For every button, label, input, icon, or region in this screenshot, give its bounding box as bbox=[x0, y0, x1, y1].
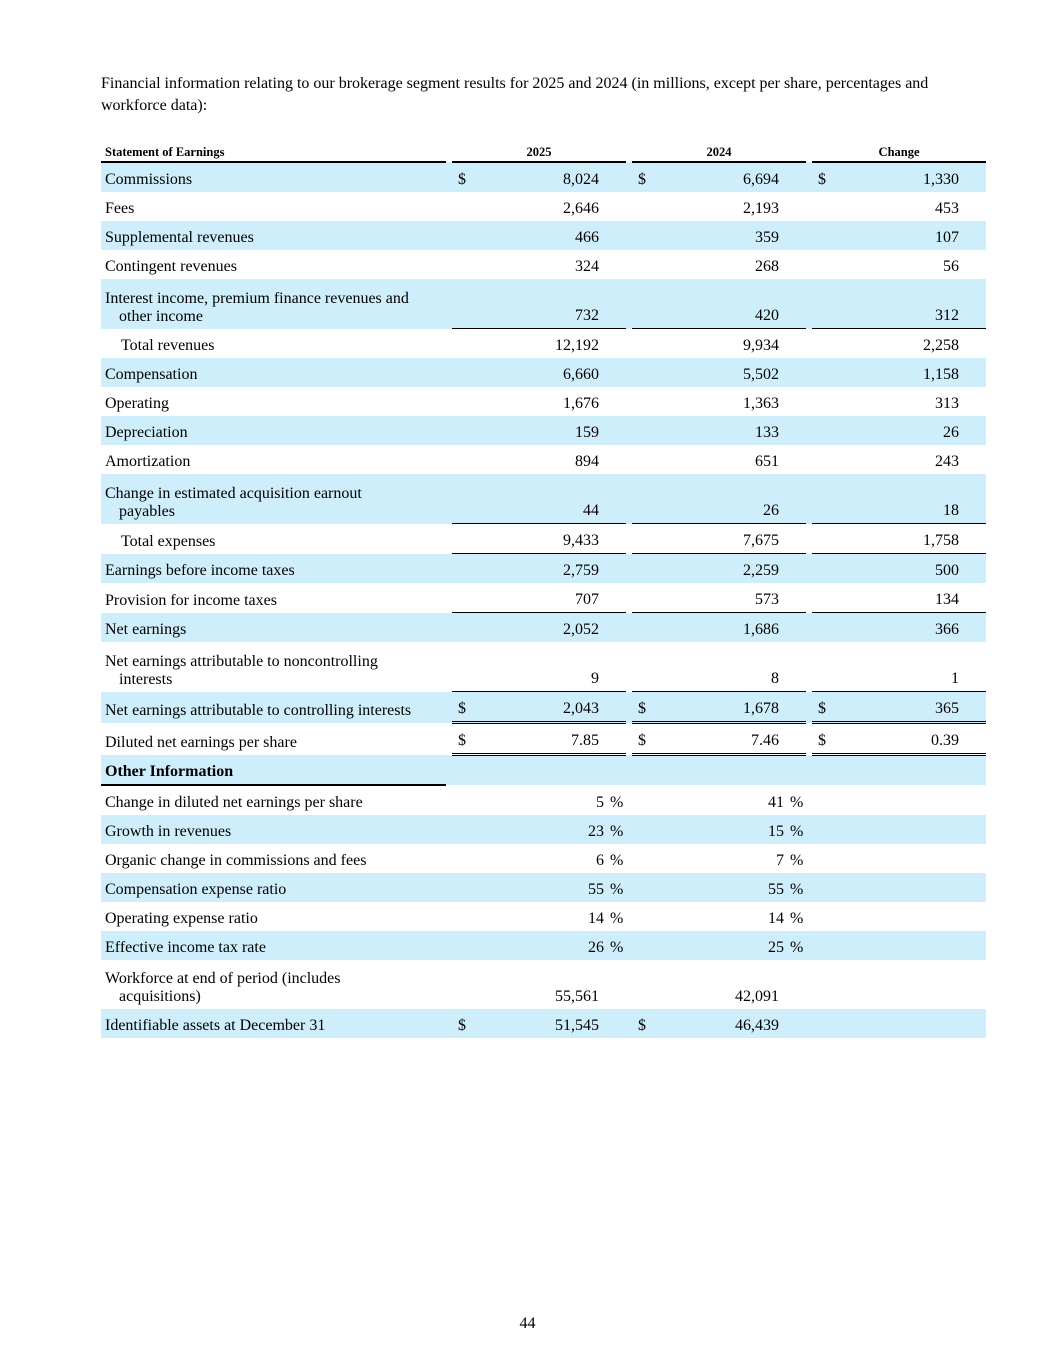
table-row bbox=[101, 613, 986, 643]
table-row bbox=[101, 250, 986, 279]
value-2025: 51,545 bbox=[472, 1009, 606, 1038]
value-2025: 2,646 bbox=[563, 200, 599, 217]
table-row bbox=[101, 279, 986, 329]
value-2025: 55,561 bbox=[555, 988, 599, 1005]
table-row bbox=[101, 474, 986, 524]
row-label: Growth in revenues bbox=[101, 815, 446, 844]
value-2024: 15 bbox=[652, 815, 786, 844]
table-row bbox=[101, 416, 986, 445]
row-label: Diluted net earnings per share bbox=[105, 733, 297, 751]
row-label: Total revenues bbox=[121, 337, 215, 354]
value-change: 1 bbox=[832, 642, 966, 692]
value-2024: 1,678 bbox=[652, 692, 786, 723]
header-row bbox=[101, 141, 986, 162]
table-row: Net earnings attributable to controlling interests $ 2,043 $ 1,678 $ 365 bbox=[101, 692, 986, 723]
value-2024: 42,091 bbox=[735, 988, 780, 1005]
table-row bbox=[101, 642, 986, 692]
row-label: Earnings before income taxes bbox=[101, 554, 446, 584]
row-label: Supplemental revenues bbox=[101, 221, 446, 250]
value-2024: 6,694 bbox=[652, 162, 786, 192]
value-2025: 6 bbox=[596, 852, 604, 869]
table-row bbox=[101, 445, 986, 474]
value-2025: 14 bbox=[588, 910, 604, 927]
value-2025: 7.85 bbox=[472, 723, 606, 755]
value-2025: 9 bbox=[472, 642, 606, 692]
row-label: Compensation bbox=[101, 358, 446, 387]
value-2025: 324 bbox=[575, 258, 599, 275]
value-change: 56 bbox=[943, 258, 960, 275]
value-change: 243 bbox=[935, 453, 960, 470]
value-2025: 2,759 bbox=[472, 554, 606, 584]
row-label: Operating expense ratio bbox=[105, 910, 258, 927]
table-row bbox=[101, 583, 986, 613]
row-label: Interest income, premium finance revenues and other income bbox=[101, 279, 446, 329]
table-row bbox=[101, 554, 986, 584]
header-2025: 2025 bbox=[452, 141, 626, 162]
value-2025: 732 bbox=[472, 279, 606, 329]
value-2024: 7,675 bbox=[652, 524, 786, 554]
value-2025: 5 bbox=[596, 794, 604, 811]
value-2024: 5,502 bbox=[652, 358, 786, 387]
row-label: Change in diluted net earnings per share bbox=[105, 794, 363, 811]
value-change: 453 bbox=[935, 200, 960, 217]
row-label: Net earnings attributable to noncontrolling interests bbox=[105, 652, 378, 688]
table-row bbox=[101, 387, 986, 416]
value-2025: 2,052 bbox=[472, 613, 606, 643]
value-2025: 55 bbox=[472, 873, 606, 902]
value-2025: 23 bbox=[472, 815, 606, 844]
table-row: Effective income tax rate 26 % 25 % bbox=[101, 931, 986, 960]
table-row: Change in diluted net earnings per share 5 % 41 % bbox=[101, 785, 986, 815]
page-number: 44 bbox=[519, 1315, 536, 1332]
section-header-row bbox=[101, 755, 986, 786]
value-2024: 14 bbox=[768, 910, 785, 927]
table-row: Organic change in commissions and fees 6 % 7 % bbox=[101, 844, 986, 873]
table-row: Operating expense ratio 14 % 14 % bbox=[101, 902, 986, 931]
value-change: 365 bbox=[832, 692, 966, 723]
value-change: 134 bbox=[832, 583, 966, 613]
value-change: 2,258 bbox=[923, 337, 960, 354]
value-2024: 2,193 bbox=[743, 200, 780, 217]
value-2024: 25 bbox=[652, 931, 786, 960]
table-row bbox=[101, 358, 986, 387]
row-label: Contingent revenues bbox=[105, 258, 237, 275]
value-2025: 159 bbox=[472, 416, 606, 445]
value-2025: 894 bbox=[575, 453, 599, 470]
value-2025: 44 bbox=[472, 474, 606, 524]
value-2024: 8 bbox=[652, 642, 786, 692]
value-2024: 133 bbox=[652, 416, 786, 445]
table-row: Growth in revenues 23 % 15 % bbox=[101, 815, 986, 844]
table-row: Compensation expense ratio 55 % 55 % bbox=[101, 873, 986, 902]
value-2024: 268 bbox=[755, 258, 780, 275]
header-change: Change bbox=[812, 141, 986, 162]
row-label: Operating bbox=[105, 395, 169, 412]
value-2025: 707 bbox=[472, 583, 606, 613]
table-row: Commissions $ 8,024 $ 6,694 $ 1,330 bbox=[101, 162, 986, 192]
value-2024: 46,439 bbox=[652, 1009, 786, 1038]
value-change: 366 bbox=[832, 613, 966, 643]
row-label: Total expenses bbox=[121, 532, 216, 550]
value-2024: 420 bbox=[652, 279, 786, 329]
table-row bbox=[101, 329, 986, 359]
value-change: 26 bbox=[832, 416, 966, 445]
table-row bbox=[101, 192, 986, 221]
value-change: 1,758 bbox=[832, 524, 966, 554]
row-label: Amortization bbox=[105, 453, 191, 470]
intro-paragraph: Financial information relating to our brokerage segment results for 2025 and 2024 (in millions, except per share, percentages and workforce data): bbox=[101, 75, 929, 114]
header-2024: 2024 bbox=[632, 141, 806, 162]
row-label: Identifiable assets at December 31 bbox=[101, 1009, 446, 1038]
table-row bbox=[101, 524, 986, 554]
value-change: 18 bbox=[832, 474, 966, 524]
value-change: 313 bbox=[935, 395, 960, 412]
value-2025: 2,043 bbox=[472, 692, 606, 723]
table-row: Diluted net earnings per share $ 7.85 $ 7.46 $ 0.39 bbox=[101, 723, 986, 755]
row-label: Net earnings bbox=[101, 613, 446, 643]
header-statement-of-earnings: Statement of Earnings bbox=[101, 141, 446, 162]
value-2024: 41 bbox=[768, 794, 785, 811]
row-label: Workforce at end of period (includes acquisitions) bbox=[105, 970, 341, 1005]
value-2024: 1,686 bbox=[652, 613, 786, 643]
value-change: 1,330 bbox=[832, 162, 966, 192]
table-row: Identifiable assets at December 31 $ 51,545 $ 46,439 bbox=[101, 1009, 986, 1038]
row-label: Fees bbox=[105, 200, 135, 217]
row-label: Net earnings attributable to controlling interests bbox=[101, 692, 446, 723]
other-information-title: Other Information bbox=[101, 755, 446, 786]
value-2024: 2,259 bbox=[652, 554, 786, 584]
value-2024: 55 bbox=[652, 873, 786, 902]
value-2024: 7 bbox=[776, 852, 785, 869]
value-2025: 466 bbox=[472, 221, 606, 250]
row-label: Commissions bbox=[101, 162, 446, 192]
table-row bbox=[101, 960, 986, 1009]
value-change: 1,158 bbox=[832, 358, 966, 387]
value-2025: 6,660 bbox=[472, 358, 606, 387]
value-2024: 9,934 bbox=[743, 337, 780, 354]
value-2024: 651 bbox=[755, 453, 780, 470]
row-label: Provision for income taxes bbox=[105, 591, 277, 609]
value-2024: 573 bbox=[652, 583, 786, 613]
value-2024: 359 bbox=[652, 221, 786, 250]
table-row bbox=[101, 221, 986, 250]
value-2024: 1,363 bbox=[743, 395, 780, 412]
value-change: 312 bbox=[832, 279, 966, 329]
value-2024: 7.46 bbox=[652, 723, 786, 755]
value-change: 0.39 bbox=[832, 723, 966, 755]
brokerage-segment-table bbox=[101, 141, 986, 1038]
value-2024: 26 bbox=[652, 474, 786, 524]
row-label: Depreciation bbox=[101, 416, 446, 445]
row-label: Effective income tax rate bbox=[101, 931, 446, 960]
value-2025: 26 bbox=[472, 931, 606, 960]
value-2025: 8,024 bbox=[472, 162, 606, 192]
value-2025: 12,192 bbox=[555, 337, 599, 354]
value-2025: 9,433 bbox=[472, 524, 606, 554]
value-change: 500 bbox=[832, 554, 966, 584]
value-change: 107 bbox=[832, 221, 966, 250]
row-label: Organic change in commissions and fees bbox=[105, 852, 367, 869]
row-label: Compensation expense ratio bbox=[101, 873, 446, 902]
value-2025: 1,676 bbox=[563, 395, 599, 412]
row-label: Change in estimated acquisition earnout payables bbox=[101, 474, 446, 524]
